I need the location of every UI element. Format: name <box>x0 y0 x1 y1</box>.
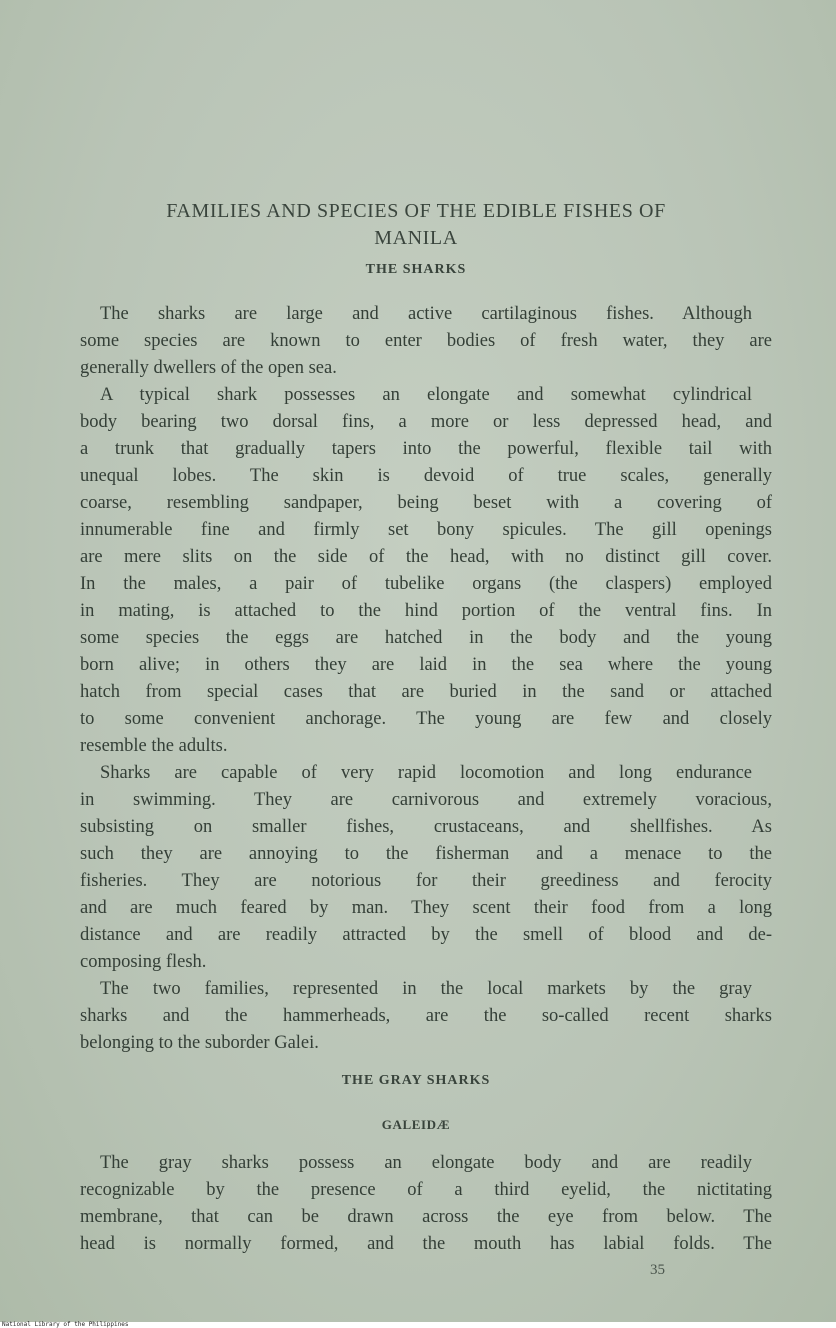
paragraph <box>80 976 772 1057</box>
text-line: are mere slits on the side of the head, with no distinct gill cover. <box>80 547 772 567</box>
text-line: The sharks are large and active cartilaginous fishes. Although <box>100 304 752 324</box>
text-line: in mating, is attached to the hind portion of the ventral fins. In <box>80 601 772 621</box>
family-heading-galeidae: GALEIDÆ <box>381 1117 451 1132</box>
text-line: some species are known to enter bodies of fresh water, they are <box>80 331 772 351</box>
text-line: in swimming. They are carnivorous and extremely voracious, <box>80 790 772 810</box>
text-line: A typical shark possesses an elongate and somewhat cylindrical <box>100 385 752 405</box>
text-line: hatch from special cases that are buried in the sand or attached <box>80 682 772 702</box>
footer-credit: National Library of the Philippines <box>2 1321 129 1328</box>
text-line: generally dwellers of the open sea. <box>80 358 337 378</box>
text-line: some species the eggs are hatched in the body and the young <box>80 628 772 648</box>
text-line: unequal lobes. The skin is devoid of true scales, generally <box>80 466 772 486</box>
text-line: fisheries. They are notorious for their greediness and ferocity <box>80 871 772 891</box>
paragraph <box>80 1150 772 1258</box>
text-line: The two families, represented in the local markets by the gray <box>100 979 752 999</box>
text-line: coarse, resembling sandpaper, being beset with a covering of <box>80 493 772 513</box>
paragraph <box>80 382 772 760</box>
text-line: distance and are readily attracted by the smell of blood and de- <box>80 925 772 945</box>
text-line: resemble the adults. <box>80 736 228 756</box>
paragraph <box>80 301 772 382</box>
text-line: such they are annoying to the fisherman and a menace to the <box>80 844 772 864</box>
page-number: 35 <box>650 1262 665 1278</box>
section-heading-sharks: THE SHARKS <box>365 262 467 277</box>
text-line: belonging to the suborder Galei. <box>80 1033 319 1053</box>
text-line: head is normally formed, and the mouth has labial folds. The <box>80 1234 772 1254</box>
text-line: to some convenient anchorage. The young are few and closely <box>80 709 772 729</box>
text-line: recognizable by the presence of a third eyelid, the nictitating <box>80 1180 772 1200</box>
text-line: subsisting on smaller fishes, crustaceans, and shellfishes. As <box>80 817 772 837</box>
text-line: a trunk that gradually tapers into the powerful, flexible tail with <box>80 439 772 459</box>
text-line: In the males, a pair of tubelike organs (the claspers) employed <box>80 574 772 594</box>
text-line: body bearing two dorsal fins, a more or less depressed head, and <box>80 412 772 432</box>
section-heading-gray-sharks: THE GRAY SHARKS <box>341 1073 491 1088</box>
paragraph <box>80 760 772 976</box>
chapter-title <box>80 198 752 252</box>
text-line: composing flesh. <box>80 952 207 972</box>
text-line: innumerable fine and firmly set bony spicules. The gill openings <box>80 520 772 540</box>
text-line: The gray sharks possess an elongate body and are readily <box>100 1153 752 1173</box>
text-line: Sharks are capable of very rapid locomotion and long endurance <box>100 763 752 783</box>
text-line: membrane, that can be drawn across the eye from below. The <box>80 1207 772 1227</box>
chapter-title-line-2: MANILA <box>374 227 458 249</box>
text-line: and are much feared by man. They scent their food from a long <box>80 898 772 918</box>
chapter-title-line-1: FAMILIES AND SPECIES OF THE EDIBLE FISHES OF <box>166 200 666 222</box>
text-line: sharks and the hammerheads, are the so-called recent sharks <box>80 1006 772 1026</box>
text-line: born alive; in others they are laid in the sea where the young <box>80 655 772 675</box>
